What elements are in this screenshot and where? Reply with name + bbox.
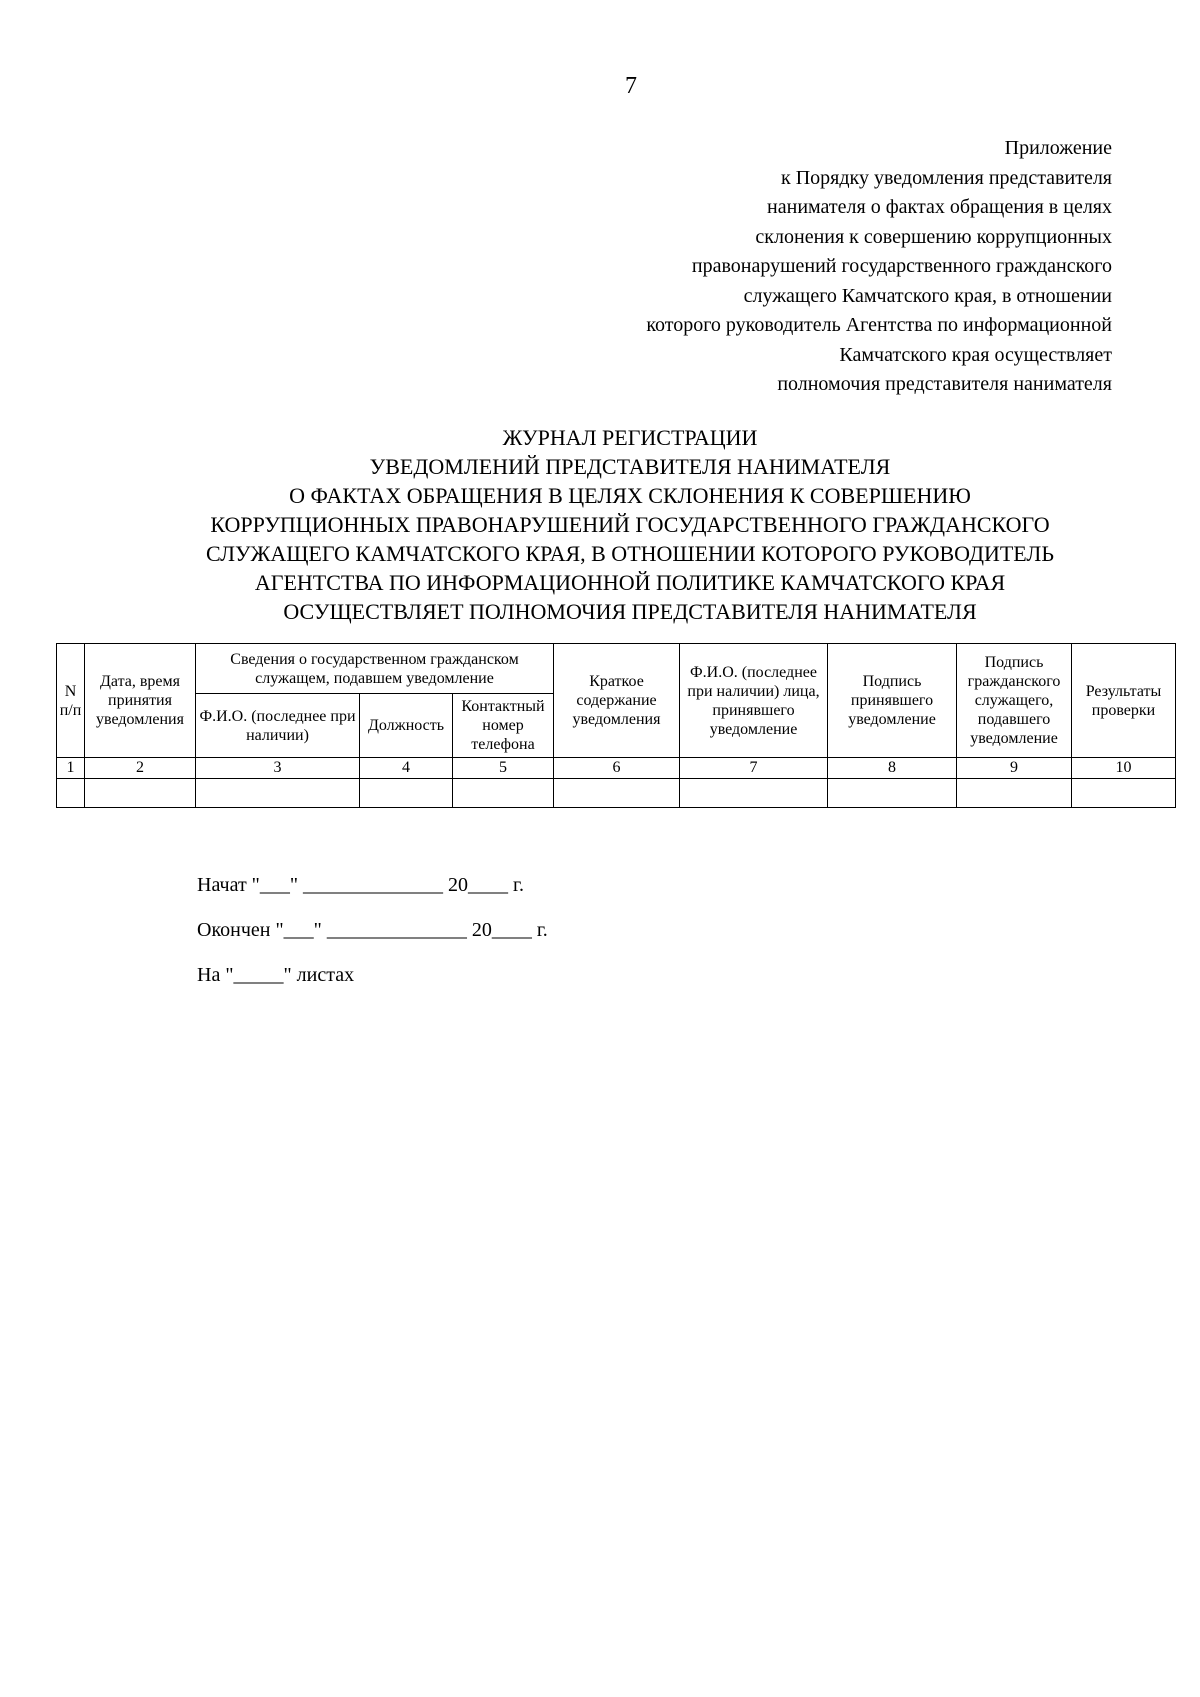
column-number: 2 [85,758,196,779]
started-line: Начат "___" ______________ 20____ г. [197,874,524,896]
sheets-line: На "_____" листах [197,964,355,986]
column-number: 1 [57,758,85,779]
appendix-line: полномочия представителя нанимателя [777,373,1112,395]
appendix-line: нанимателя о фактах обращения в целях [767,196,1112,218]
column-number: 3 [196,758,360,779]
appendix-line: Камчатского края осуществляет [839,343,1112,366]
empty-cell [957,779,1072,808]
title-line: АГЕНТСТВА ПО ИНФОРМАЦИОННОЙ ПОЛИТИКЕ КАМЧАТСКОГО КРАЯ [254,570,1006,595]
journal-title [60,423,1200,626]
header-cell-date: Дата, время принятия уведомления [85,644,196,758]
column-number: 4 [360,758,453,779]
empty-cell [828,779,957,808]
header-cell-position: Должность [360,694,453,758]
appendix-line: Приложение [1004,137,1112,159]
column-number: 5 [453,758,554,779]
page-number: 7 [625,73,637,99]
empty-cell [554,779,680,808]
title-line: УВЕДОМЛЕНИЙ ПРЕДСТАВИТЕЛЯ НАНИМАТЕЛЯ [369,454,891,479]
header-cell-employee-group: Сведения о государственном гражданском служащем, подавшем уведомление [196,644,554,694]
title-line: КОРРУПЦИОННЫХ ПРАВОНАРУШЕНИЙ ГОСУДАРСТВЕННОГО ГРАЖДАНСКОГО [210,512,1050,537]
header-cell-receiver-fio: Ф.И.О. (последнее при наличии) лица, принявшего уведомление [680,644,828,758]
column-number-row [57,758,1176,779]
appendix-line: к Порядку уведомления представителя [781,166,1112,189]
empty-cell [57,779,85,808]
appendix-line: склонения к совершению коррупционных [755,225,1112,248]
appendix-line: правонарушений государственного гражданского [691,255,1112,277]
title-line: О ФАКТАХ ОБРАЩЕНИЯ В ЦЕЛЯХ СКЛОНЕНИЯ К СОВЕРШЕНИЮ [289,483,971,508]
column-number: 9 [957,758,1072,779]
header-cell-receiver-signature: Подпись принявшего уведомление [828,644,957,758]
finished-line: Окончен "___" ______________ 20____ г. [197,919,548,941]
header-cell-phone: Контактный номер телефона [453,694,554,758]
column-number: 7 [680,758,828,779]
empty-cell [453,779,554,808]
header-cell-employee-signature: Подпись гражданского служащего, подавшего уведомление [957,644,1072,758]
header-cell-results: Результаты проверки [1072,644,1176,758]
empty-cell [85,779,196,808]
column-number: 6 [554,758,680,779]
empty-cell [360,779,453,808]
empty-cell [196,779,360,808]
table-header-row [57,644,1176,694]
header-cell-number: N п/п [57,644,85,758]
appendix-reference [412,134,1112,400]
appendix-line: служащего Камчатского края, в отношении [743,284,1112,307]
empty-cell [680,779,828,808]
table-row [57,779,1176,808]
empty-cell [1072,779,1176,808]
appendix-line: которого руководитель Агентства по информационной [646,314,1112,336]
column-number: 10 [1072,758,1176,779]
column-number: 8 [828,758,957,779]
title-line: ЖУРНАЛ РЕГИСТРАЦИИ [502,425,758,450]
header-cell-summary: Краткое содержание уведомления [554,644,680,758]
header-cell-fio: Ф.И.О. (последнее при наличии) [196,694,360,758]
registration-journal-table [56,643,1176,808]
title-line: СЛУЖАЩЕГО КАМЧАТСКОГО КРАЯ, В ОТНОШЕНИИ КОТОРОГО РУКОВОДИТЕЛЬ [206,541,1054,566]
title-line: ОСУЩЕСТВЛЯЕТ ПОЛНОМОЧИЯ ПРЕДСТАВИТЕЛЯ НАНИМАТЕЛЯ [283,599,977,624]
